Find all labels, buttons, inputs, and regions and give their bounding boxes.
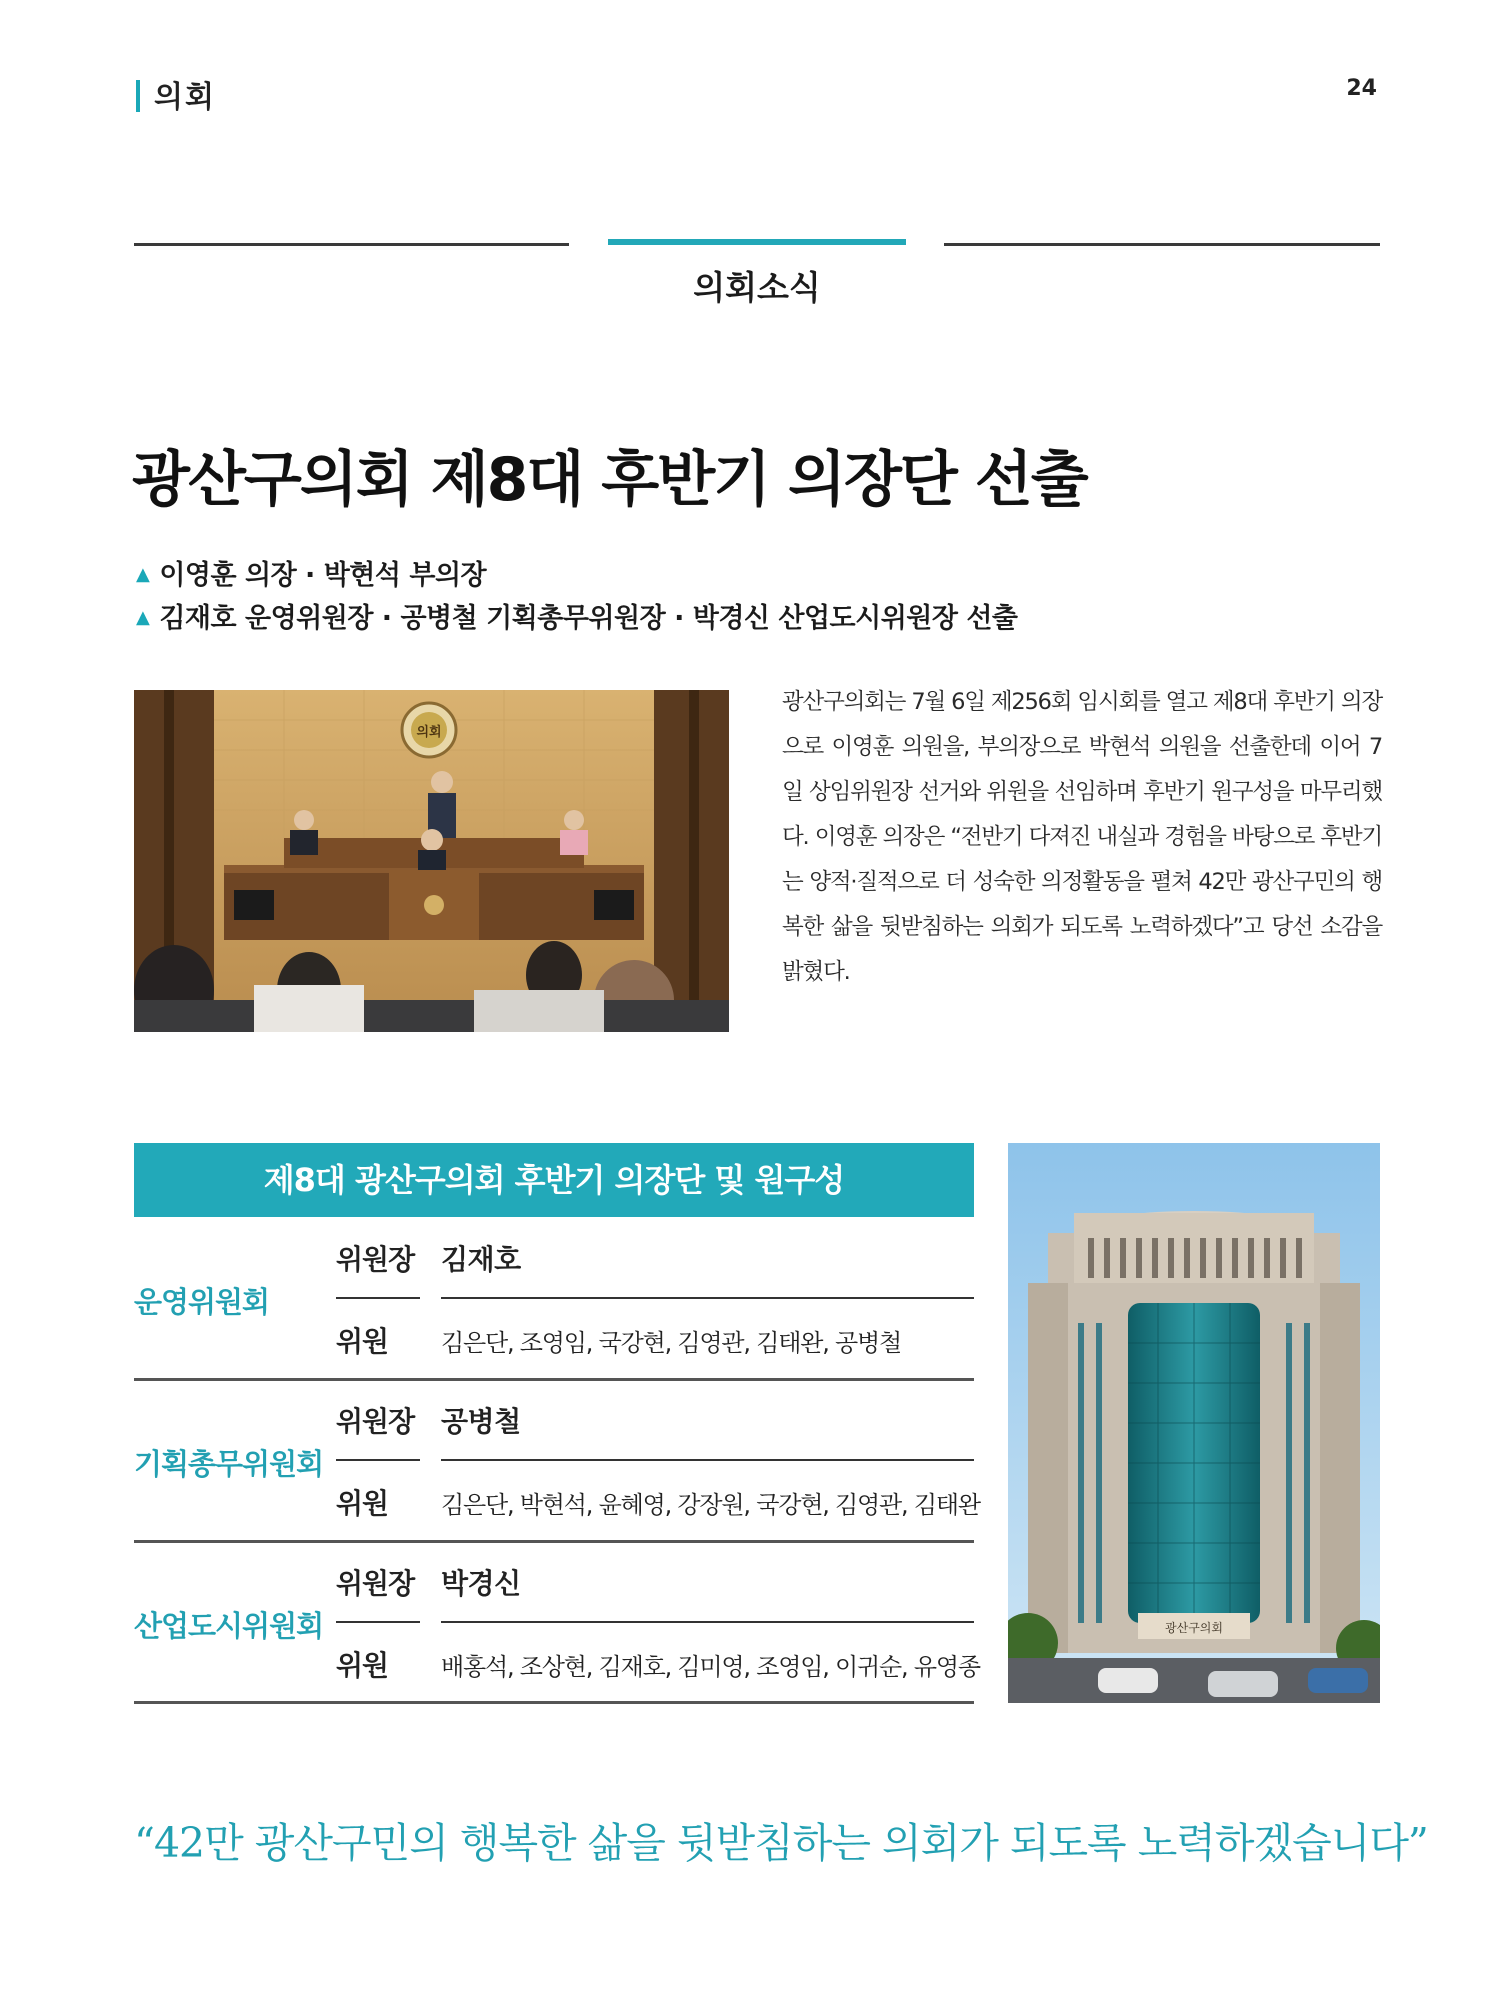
section-marker [136,80,140,112]
pull-quote: “42만 광산구민의 행복한 삶을 뒷받침하는 의회가 되도록 노력하겠습니다” [134,1819,1428,1867]
council-session-photo [134,690,729,1032]
group-divider [134,1378,974,1381]
members-list: 김은단, 조영임, 국강현, 김영관, 김태완, 공병철 [441,1329,901,1357]
members-list: 김은단, 박현석, 윤혜영, 강장원, 국강현, 김영관, 김태완 [441,1491,980,1519]
row-divider [441,1297,974,1299]
chair-label: 위원장 [336,1405,415,1438]
council-building-photo [1008,1143,1380,1703]
committee-name: 운영위원회 [134,1285,270,1319]
category-title: 의회소식 [693,268,821,307]
members-list: 배홍석, 조상현, 김재호, 김미영, 조영임, 이귀순, 유영종 [441,1653,980,1681]
committee-name: 산업도시위원회 [134,1609,324,1643]
row-divider [336,1621,420,1623]
triangle-bullet-icon: ▲ [136,564,150,585]
row-divider [441,1621,974,1623]
divider-left [134,243,569,246]
subhead-text: 이영훈 의장 · 박현석 부의장 [159,560,487,591]
council-session-illustration [134,690,729,1032]
divider-accent [608,239,906,245]
committee-name: 기획총무위원회 [134,1447,324,1481]
row-divider [336,1459,420,1461]
council-building-illustration [1008,1143,1380,1703]
section-label-text: 의회 [154,80,216,115]
group-divider [134,1701,974,1704]
chair-name: 김재호 [441,1243,521,1276]
article-body: 광산구의회는 7월 6일 제256회 임시회를 열고 제8대 후반기 의장으로 이영훈 의원을, 부의장으로 박현석 의원을 선출한데 이어 7일 상임위원장 선거와 위원을 선임하며 후반기 원구성을 마무리했다. 이영훈 의장은 “전반기 다져진 내실과 경험을 바탕으로 후반기는 양적·질적으로 더 성숙한 의정활동을 펼쳐 42만 광산구민의 행복한 삶을 뒷받침하는 의회가 되도록 노력하겠다”고 당선 소감을 밝혔다. [782,689,1382,985]
subhead-1 [136,553,486,592]
table-title: 제8대 광산구의회 후반기 의장단 및 원구성 [134,1143,974,1217]
divider-right [944,243,1380,246]
section-label [136,72,216,116]
subhead-2 [136,596,1018,635]
row-divider [441,1459,974,1461]
article-headline: 광산구의회 제8대 후반기 의장단 선출 [132,445,1087,515]
chair-label: 위원장 [336,1243,415,1276]
member-label: 위원 [336,1649,389,1682]
emblem-label: 의회 [416,725,442,740]
row-divider [336,1297,420,1299]
triangle-bullet-icon: ▲ [136,607,150,628]
chair-name: 박경신 [441,1567,521,1600]
chair-label: 위원장 [336,1567,415,1600]
group-divider [134,1540,974,1543]
chair-name: 공병철 [441,1405,521,1438]
page-number: 24 [1346,76,1377,101]
subhead-text: 김재호 운영위원장 · 공병철 기획총무위원장 · 박경신 산업도시위원장 선출 [159,603,1018,634]
member-label: 위원 [336,1325,389,1358]
member-label: 위원 [336,1487,389,1520]
building-sign-text: 광산구의회 [1165,1621,1223,1635]
